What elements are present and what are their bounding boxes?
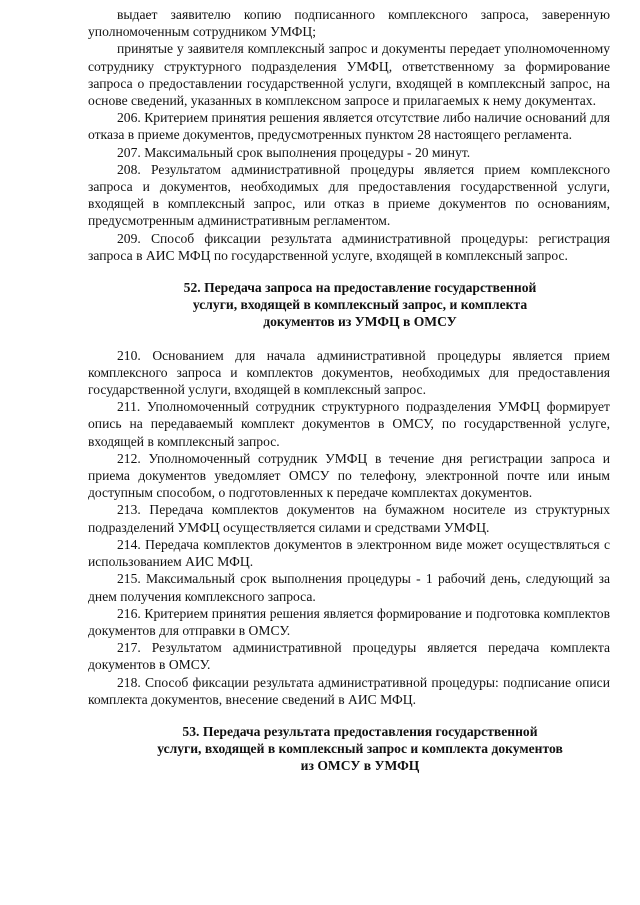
- paragraph: 217. Результатом административной процедуры является передача комплекта документов в ОМСУ.: [88, 640, 610, 673]
- heading-line: 52. Передача запроса на предоставление государственной: [183, 280, 537, 296]
- heading-line: 53. Передача результата предоставления государственной: [182, 723, 538, 739]
- section-53-heading: [88, 723, 610, 775]
- section-52-heading: [88, 279, 610, 331]
- heading-line: из ОМСУ в УМФЦ: [300, 758, 420, 774]
- paragraph: 214. Передача комплектов документов в электронном виде может осуществляться с использованием АИС МФЦ.: [88, 536, 610, 570]
- paragraph: 207. Максимальный срок выполнения процедуры - 20 минут.: [117, 144, 471, 160]
- heading-line: документов из УМФЦ в ОМСУ: [263, 314, 457, 330]
- heading-line: услуги, входящей в комплексный запрос и комплекта документов: [157, 741, 563, 757]
- heading-line: услуги, входящей в комплексный запрос, и комплекта: [192, 297, 528, 313]
- paragraph: 218. Способ фиксации результата административной процедуры: подписание описи комплекта документов, внесение сведений в АИС МФЦ.: [88, 674, 610, 707]
- paragraph: 216. Критерием принятия решения является формирование и подготовка комплектов документов для отправки в ОМСУ.: [88, 605, 610, 638]
- paragraph: 215. Максимальный срок выполнения процедуры - 1 рабочий день, следующий за днем получения комплексного запроса.: [88, 571, 610, 604]
- paragraph: принятые у заявителя комплексный запрос и документы передает уполномоченному сотруднику структурного подразделения УМФЦ, ответственному за формирование запроса о предоставлении государственной услуги, входящей в комплексный запрос, на основе сведений, указанных в комплексном запросе и прилагаемых к нему документах.: [88, 41, 610, 109]
- paragraph: 213. Передача комплектов документов на бумажном носителе из структурных подразделений УМФЦ осуществляется силами и средствами УМФЦ.: [88, 502, 610, 535]
- paragraph: 206. Критерием принятия решения является отсутствие либо наличие оснований для отказа в приеме документов, предусмотренных пунктом 28 настоящего регламента.: [88, 110, 610, 143]
- paragraph: 210. Основанием для начала административной процедуры является прием комплексного запроса и комплектов документов, необходимых для предоставления государственной услуги, входящей в комплексный запрос.: [88, 347, 610, 398]
- paragraph: 211. Уполномоченный сотрудник структурного подразделения УМФЦ формирует опись на передаваемый комплект документов в ОМСУ, по государственной услуге, входящей в комплексный запрос.: [88, 399, 610, 449]
- paragraph: 209. Способ фиксации результата административной процедуры: регистрация запроса в АИС МФЦ по государственной услуге, входящей в комплексный запрос.: [88, 230, 610, 263]
- paragraph: 208. Результатом административной процедуры является прием комплексного запроса и документов, необходимых для предоставления государственной услуги, входящей в комплексный запрос, или отказ в приеме документов по основаниям, предусмотренным административным регламентом.: [88, 161, 610, 229]
- paragraph: выдает заявителю копию подписанного комплексного запроса, заверенную уполномоченным сотрудником УМФЦ;: [88, 7, 610, 40]
- paragraph: 212. Уполномоченный сотрудник УМФЦ в течение дня регистрации запроса и приема документов уведомляет ОМСУ по телефону, электронной почте или иным доступным способом, о подготовленных к передаче комплектах документов.: [88, 450, 610, 501]
